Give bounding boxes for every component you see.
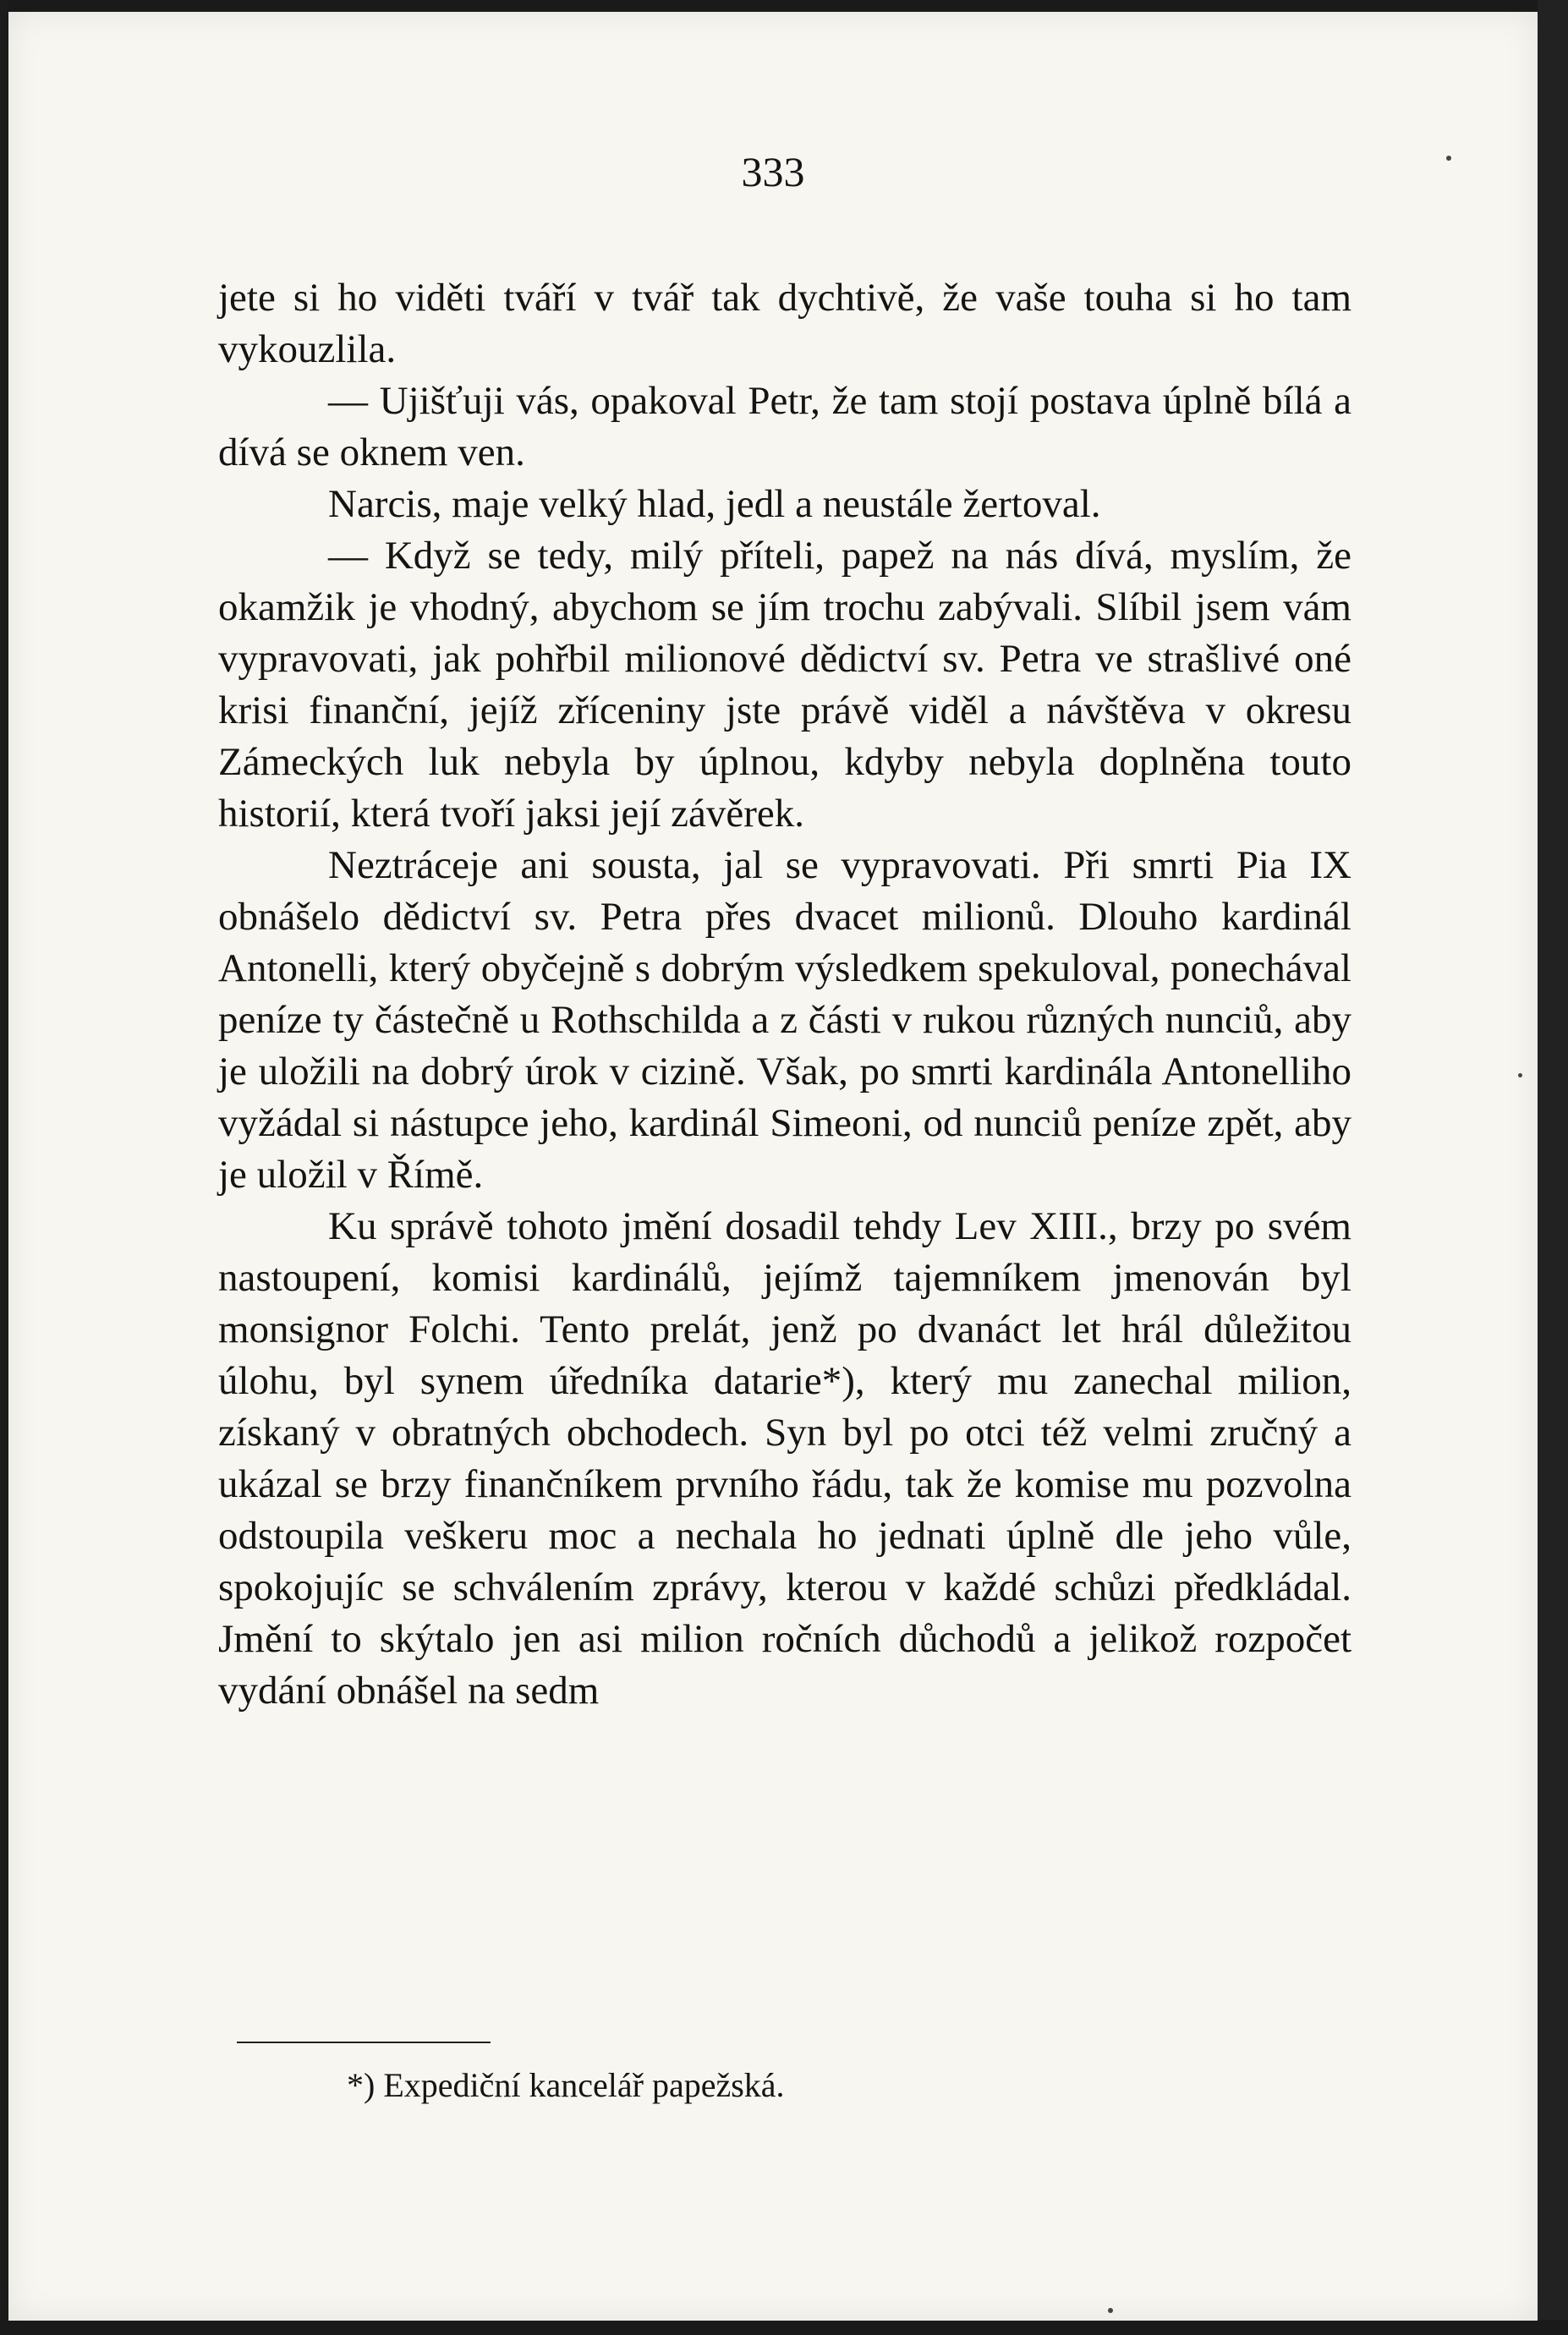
body-text	[218, 272, 1351, 1717]
paragraph-dialogue-papez: — Když se tedy, milý příteli, papež na nás dívá, myslím, že okamžik je vhodný, abychom se jím trochu zabývali. Slíbil jsem vám vypravovati, jak pohřbil milionové dědictví sv. Petra ve strašlivé oné krisi finanční, jejíž zříceniny jste právě viděl a návštěva v okresu Zámeckých luk nebyla by úplnou, kdyby nebyla doplněna touto historií, která tvoří jaksi její závěrek.	[218, 534, 1351, 836]
book-page	[8, 12, 1538, 2321]
scan-left-edge	[0, 0, 8, 2335]
paragraph-lev-xiii: Ku správě tohoto jmění dosadil tehdy Lev XIII., brzy po svém nastoupení, komisi kardinálů, jejímž tajemníkem jmenován byl monsignor Folchi. Tento prelát, jenž po dvanáct let hrál důležitou úlohu, byl synem úředníka datarie*), který mu zanechal milion, získaný v obratných obchodech. Syn byl po otci též velmi zručný a ukázal se brzy finančníkem prvního řádu, tak že komise mu pozvolna odstoupila veškeru moc a nechala ho jednati úplně dle jeho vůle, spokojujíc se schválením zprávy, kterou v každé schůzi předkládal. Jmění to skýtalo jen asi milion ročních důchodů a jelikož rozpočet vydání obnášel na sedm	[218, 1204, 1351, 1713]
scan-speck	[1518, 1073, 1522, 1077]
footnote-divider	[237, 2042, 491, 2043]
scan-right-edge	[1538, 0, 1568, 2335]
scan-speck	[1108, 2308, 1113, 2313]
paragraph-dialogue-petr: — Ujišťuji vás, opakoval Petr, že tam stojí postava úplně bílá a dívá se oknem ven.	[218, 379, 1351, 474]
page-number: 333	[741, 148, 805, 195]
scan-top-edge	[0, 0, 1568, 12]
footnote: *) Expediční kancelář papežská.	[347, 2066, 785, 2104]
paragraph-pius-ix: Neztráceje ani sousta, jal se vypravovati. Při smrti Pia IX obnášelo dědictví sv. Petra přes dvacet milionů. Dlouho kardinál Antonelli, který obyčejně s dobrým výsledkem spekuloval, ponechával peníze ty částečně u Rothschilda a z části v rukou různých nunciů, aby je uložili na dobrý úrok v cizině. Však, po smrti kardinála Antonelliho vyžádal si nástupce jeho, kardinál Simeoni, od nunciů peníze zpět, aby je uložil v Římě.	[218, 843, 1351, 1197]
paragraph-continuation: jete si ho viděti tváří v tvář tak dychtivě, že vaše touha si ho tam vykouzlila.	[218, 276, 1351, 371]
scan-bottom-edge	[0, 2320, 1568, 2335]
paragraph-narcis: Narcis, maje velký hlad, jedl a neustále žertoval.	[328, 482, 1101, 526]
scan-speck	[1446, 156, 1451, 161]
